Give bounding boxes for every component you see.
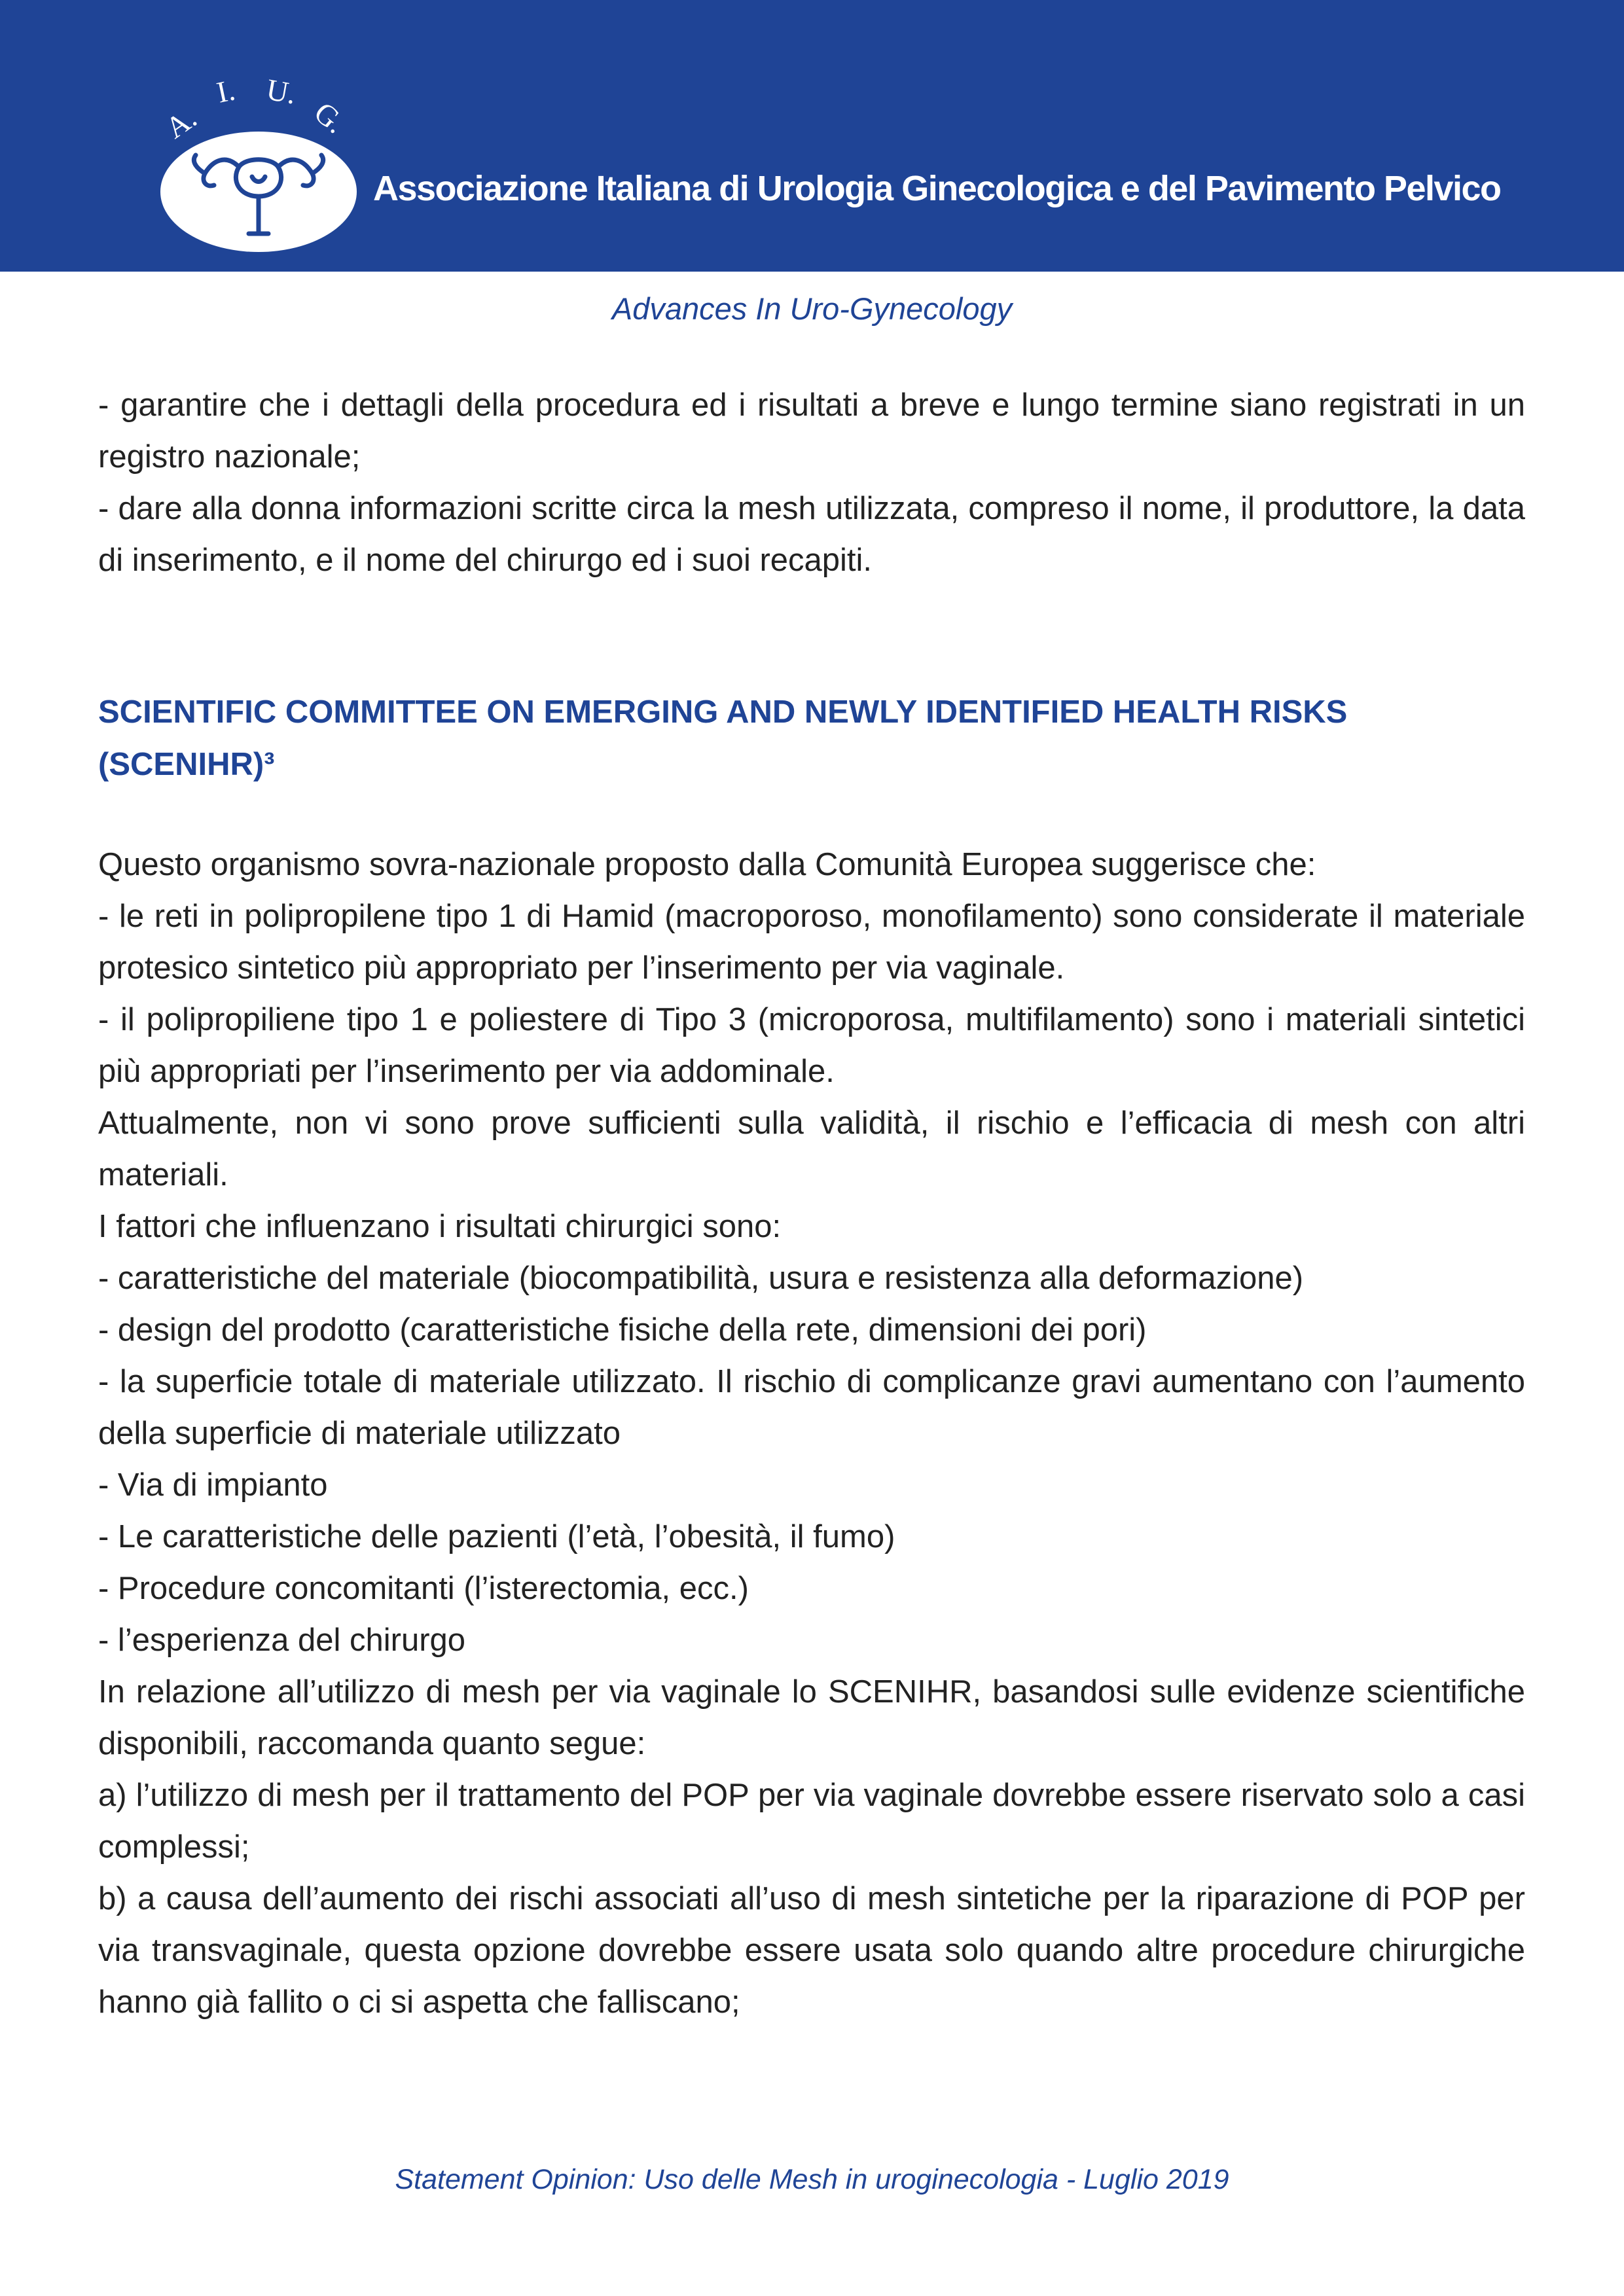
page-header xyxy=(0,0,1624,272)
svg-text:U.: U. xyxy=(264,72,299,111)
paragraph: - garantire che i dettagli della procedura ed i risultati a breve e lungo termine siano registrati in un registro nazionale; xyxy=(98,387,1525,475)
paragraph: - dare alla donna informazioni scritte circa la mesh utilizzata, compreso il nome, il produttore, la data di inserimento, e il nome del chirurgo ed i suoi recapiti. xyxy=(98,491,1525,578)
section-heading: SCIENTIFIC COMMITTEE ON EMERGING AND NEWLY IDENTIFIED HEALTH RISKS (SCENIHR)³ xyxy=(98,694,1348,782)
paragraph: b) a causa dell’aumento dei rischi associati all’uso di mesh sintetiche per la riparazione di POP per via transvaginale, questa opzione dovrebbe essere usata solo quando altre procedure chirurgiche hanno già fallito o ci si aspetta che falliscano; xyxy=(98,1881,1525,2020)
paragraph: I fattori che influenzano i risultati chirurgici sono: xyxy=(98,1209,782,1244)
paragraph: - l’esperienza del chirurgo xyxy=(98,1623,466,1658)
paragraph: - caratteristiche del materiale (biocompatibilità, usura e resistenza alla deformazione) xyxy=(98,1261,1304,1296)
svg-text:I.: I. xyxy=(213,73,238,109)
paragraph: - la superficie totale di materiale utilizzato. Il rischio di complicanze gravi aumentano con l’aumento della superficie di materiale utilizzato xyxy=(98,1364,1525,1451)
organization-title: Associazione Italiana di Urologia Ginecologica e del Pavimento Pelvico xyxy=(373,169,1501,208)
paragraph: a) l’utilizzo di mesh per il trattamento del POP per via vaginale dovrebbe essere riservato solo a casi complessi; xyxy=(98,1778,1525,1865)
paragraph: In relazione all’utilizzo di mesh per via vaginale lo SCENIHR, basandosi sulle evidenze scientifiche disponibili, raccomanda quanto segue: xyxy=(98,1674,1525,1761)
journal-subtitle: Advances In Uro-Gynecology xyxy=(611,291,1013,326)
svg-text:G.: G. xyxy=(308,95,352,140)
intro-text xyxy=(98,380,1525,586)
paragraph: - Via di impianto xyxy=(98,1467,328,1503)
paragraph: - Procedure concomitanti (l’isterectomia, ecc.) xyxy=(98,1571,749,1606)
paragraph: - Le caratteristiche delle pazienti (l’età, l’obesità, il fumo) xyxy=(98,1519,895,1554)
page-footer: Statement Opinion: Uso delle Mesh in uroginecologia - Luglio 2019 xyxy=(395,2164,1229,2195)
paragraph: Questo organismo sovra-nazionale proposto dalla Comunità Europea suggerisce che: xyxy=(98,847,1316,882)
section-body xyxy=(98,839,1525,2028)
aiug-logo-icon xyxy=(141,62,376,252)
paragraph: - il polipropiliene tipo 1 e poliestere di Tipo 3 (microporosa, multifilamento) sono i materiali sintetici più appropriati per l’inserimento per via addominale. xyxy=(98,1002,1525,1089)
paragraph: - design del prodotto (caratteristiche fisiche della rete, dimensioni dei pori) xyxy=(98,1312,1147,1348)
paragraph: Attualmente, non vi sono prove sufficienti sulla validità, il rischio e l’efficacia di mesh con altri materiali. xyxy=(98,1105,1525,1193)
svg-text:A.: A. xyxy=(159,100,203,145)
paragraph: - le reti in polipropilene tipo 1 di Hamid (macroporoso, monofilamento) sono considerate il materiale protesico sintetico più appropriato per l’inserimento per via vaginale. xyxy=(98,899,1525,986)
